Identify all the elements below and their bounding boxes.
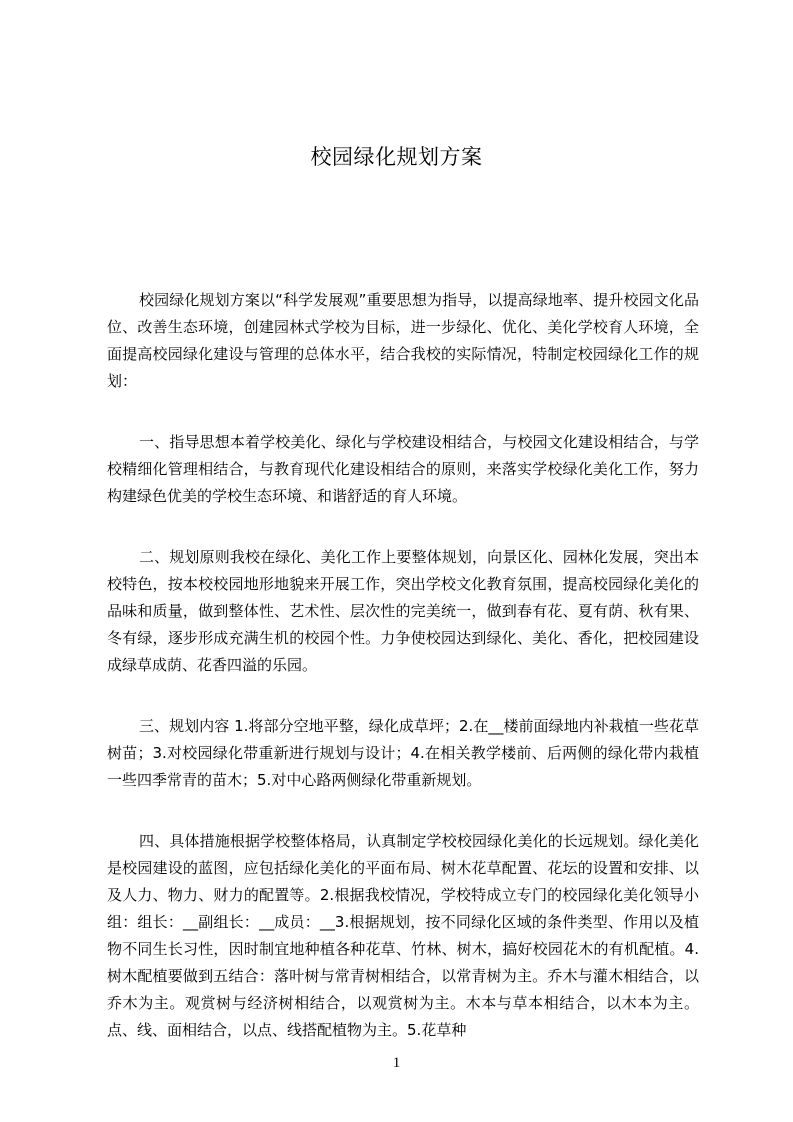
- paragraph-guiding-ideology: 一、指导思想本着学校美化、绿化与学校建设相结合，与校园文化建设相结合，与学校精细化管理相结合，与教育现代化建设相结合的原则，来落实学校绿化美化工作，努力构建绿色优美的学校生态环境、和谐舒适的育人环境。: [107, 433, 699, 505]
- page-number: 1: [392, 1055, 401, 1071]
- paragraph-intro: 校园绿化规划方案以“科学发展观”重要思想为指导，以提高绿地率、提升校园文化品位、改善生态环境，创建园林式学校为目标，进一步绿化、优化、美化学校育人环境，全面提高校园绿化建设与管理的总体水平，结合我校的实际情况，特制定校园绿化工作的规划：: [107, 291, 699, 390]
- paragraph-planning-principles: 二、规划原则我校在绿化、美化工作上要整体规划，向景区化、园林化发展，突出本校特色，按本校校园地形地貌来开展工作，突出学校文化教育氛围，提高校园绿化美化的品味和质量，做到整体性、艺术性、层次性的完美统一，做到春有花、夏有荫、秋有果、冬有绿，逐步形成充满生机的校园个性。力争使校园达到绿化、美化、香化，把校园建设成绿草成荫、花香四溢的乐园。: [107, 548, 699, 674]
- paragraph-planning-content: 三、规划内容 1.将部分空地平整，绿化成草坪；2.在__楼前面绿地内补栽植一些花草树苗；3.对校园绿化带重新进行规划与设计；4.在相关教学楼前、后两侧的绿化带内栽植一些四季常青的苗木；5.对中心路两侧绿化带重新规划。: [107, 717, 699, 789]
- paragraph-specific-measures: 四、具体措施根据学校整体格局，认真制定学校校园绿化美化的长远规划。绿化美化是校园建设的蓝图，应包括绿化美化的平面布局、树木花草配置、花坛的设置和安排、以及人力、物力、财力的配置等。2.根据我校情况，学校特成立专门的校园绿化美化领导小组：组长：__副组长：__成员：__3.根据规划，按不同绿化区域的条件类型、作用以及植物不同生长习性，因时制宜地种植各种花草、竹林、树木，搞好校园花木的有机配植。4.树木配植要做到五结合：落叶树与常青树相结合，以常青树为主。乔木与灌木相结合，以乔木为主。观赏树与经济树相结合，以观赏树为主。木本与草本相结合，以木本为主。点、线、面相结合，以点、线搭配植物为主。5.花草种: [107, 832, 699, 1039]
- document-title: 校园绿化规划方案: [310, 145, 483, 169]
- document-body: [107, 287, 699, 1044]
